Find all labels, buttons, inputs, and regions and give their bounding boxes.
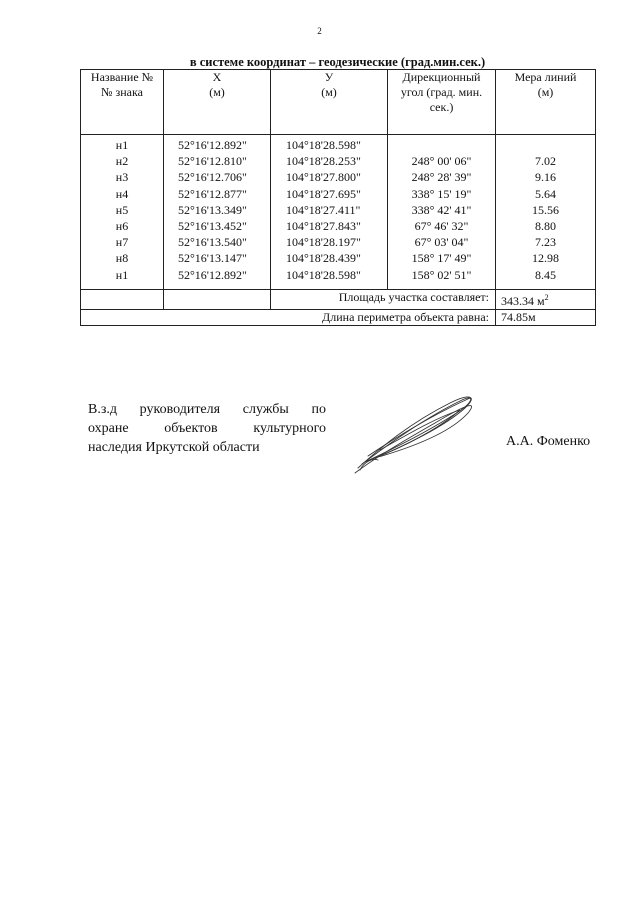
x-coordinate: 52°16'12.810"	[178, 154, 247, 169]
direction-angle: 248° 00' 06"	[411, 154, 472, 169]
perimeter-label: Длина периметра объекта равна:	[81, 309, 496, 325]
signatory-position	[88, 400, 326, 457]
point-name: н1	[115, 267, 129, 282]
direction-angle: 158° 02' 51"	[411, 267, 472, 282]
line-length: 8.45	[535, 267, 556, 282]
y-coordinate: 104°18'28.598"	[286, 138, 361, 152]
x-coordinate: 52°16'12.892"	[178, 138, 247, 152]
area-label: Площадь участка составляет:	[271, 289, 496, 309]
handwritten-signature	[350, 388, 490, 478]
perimeter-value: 74.85м	[496, 309, 596, 325]
x-coordinate: 52°16'12.706"	[178, 170, 247, 185]
direction-angle	[390, 137, 493, 153]
y-coordinate: 104°18'28.197"	[286, 235, 361, 250]
direction-angle: 338° 42' 41"	[411, 202, 472, 217]
perimeter-row	[81, 309, 596, 325]
signatory-line: охране объектов культурного	[88, 421, 326, 436]
direction-angle: 158° 17' 49"	[411, 251, 472, 266]
direction-angle: 67° 46' 32"	[414, 218, 469, 233]
point-name: н3	[115, 170, 129, 185]
x-coordinate: 52°16'13.349"	[178, 202, 247, 217]
area-value: 343.34 м	[501, 293, 545, 308]
line-length: 8.80	[535, 218, 556, 233]
line-length	[498, 137, 593, 153]
page-number: 2	[317, 26, 322, 36]
point-name: н1	[115, 138, 129, 152]
signatory-line: В.з.д руководителя службы по	[88, 402, 326, 417]
direction-angle: 338° 15' 19"	[411, 186, 472, 201]
y-coordinate: 104°18'27.695"	[286, 186, 361, 201]
column-x	[164, 135, 271, 290]
y-coordinate: 104°18'28.253"	[286, 154, 361, 169]
point-name: н6	[115, 218, 129, 233]
x-coordinate: 52°16'12.877"	[178, 186, 247, 201]
x-coordinate: 52°16'13.540"	[178, 235, 247, 250]
line-length: 15.56	[532, 202, 559, 217]
header-length: Мера линий (м)	[496, 70, 596, 135]
table-header-row	[81, 70, 596, 135]
header-y: У (м)	[271, 70, 388, 135]
point-name: н4	[115, 186, 129, 201]
point-name: н5	[115, 202, 129, 217]
table-heading: в системе координат – геодезические (град.мин.сек.)	[189, 55, 486, 69]
area-value-cell	[496, 289, 596, 309]
y-coordinate: 104°18'27.800"	[286, 170, 361, 185]
line-length: 12.98	[532, 251, 559, 266]
y-coordinate: 104°18'27.411"	[286, 202, 361, 217]
y-coordinate: 104°18'27.843"	[286, 218, 361, 233]
table-body-row	[81, 135, 596, 290]
x-coordinate: 52°16'12.892"	[178, 267, 247, 282]
signatory-name: А.А. Фоменко	[506, 434, 591, 449]
direction-angle: 248° 28' 39"	[411, 170, 472, 185]
y-coordinate: 104°18'28.439"	[286, 251, 361, 266]
empty-cell	[164, 289, 271, 309]
point-name: н8	[115, 251, 129, 266]
line-length: 7.23	[535, 235, 556, 250]
point-name: н2	[115, 154, 129, 169]
direction-angle: 67° 03' 04"	[414, 235, 469, 250]
column-angle	[388, 135, 496, 290]
point-name: н7	[115, 235, 129, 250]
header-name: Название №№ знака	[81, 70, 164, 135]
x-coordinate: 52°16'13.452"	[178, 218, 247, 233]
area-unit-sup: 2	[544, 292, 549, 302]
y-coordinate: 104°18'28.598"	[286, 267, 361, 282]
column-y	[271, 135, 388, 290]
x-coordinate: 52°16'13.147"	[178, 251, 247, 266]
column-length	[496, 135, 596, 290]
header-angle: Дирекционный угол (град. мин. сек.)	[388, 70, 496, 135]
header-x: X (м)	[164, 70, 271, 135]
line-length: 9.16	[535, 170, 556, 185]
coordinates-table	[80, 69, 596, 326]
line-length: 5.64	[535, 186, 556, 201]
empty-cell	[81, 289, 164, 309]
column-name	[81, 135, 164, 290]
signatory-line: наследия Иркутской области	[88, 440, 260, 455]
line-length: 7.02	[535, 154, 556, 169]
area-row	[81, 289, 596, 309]
